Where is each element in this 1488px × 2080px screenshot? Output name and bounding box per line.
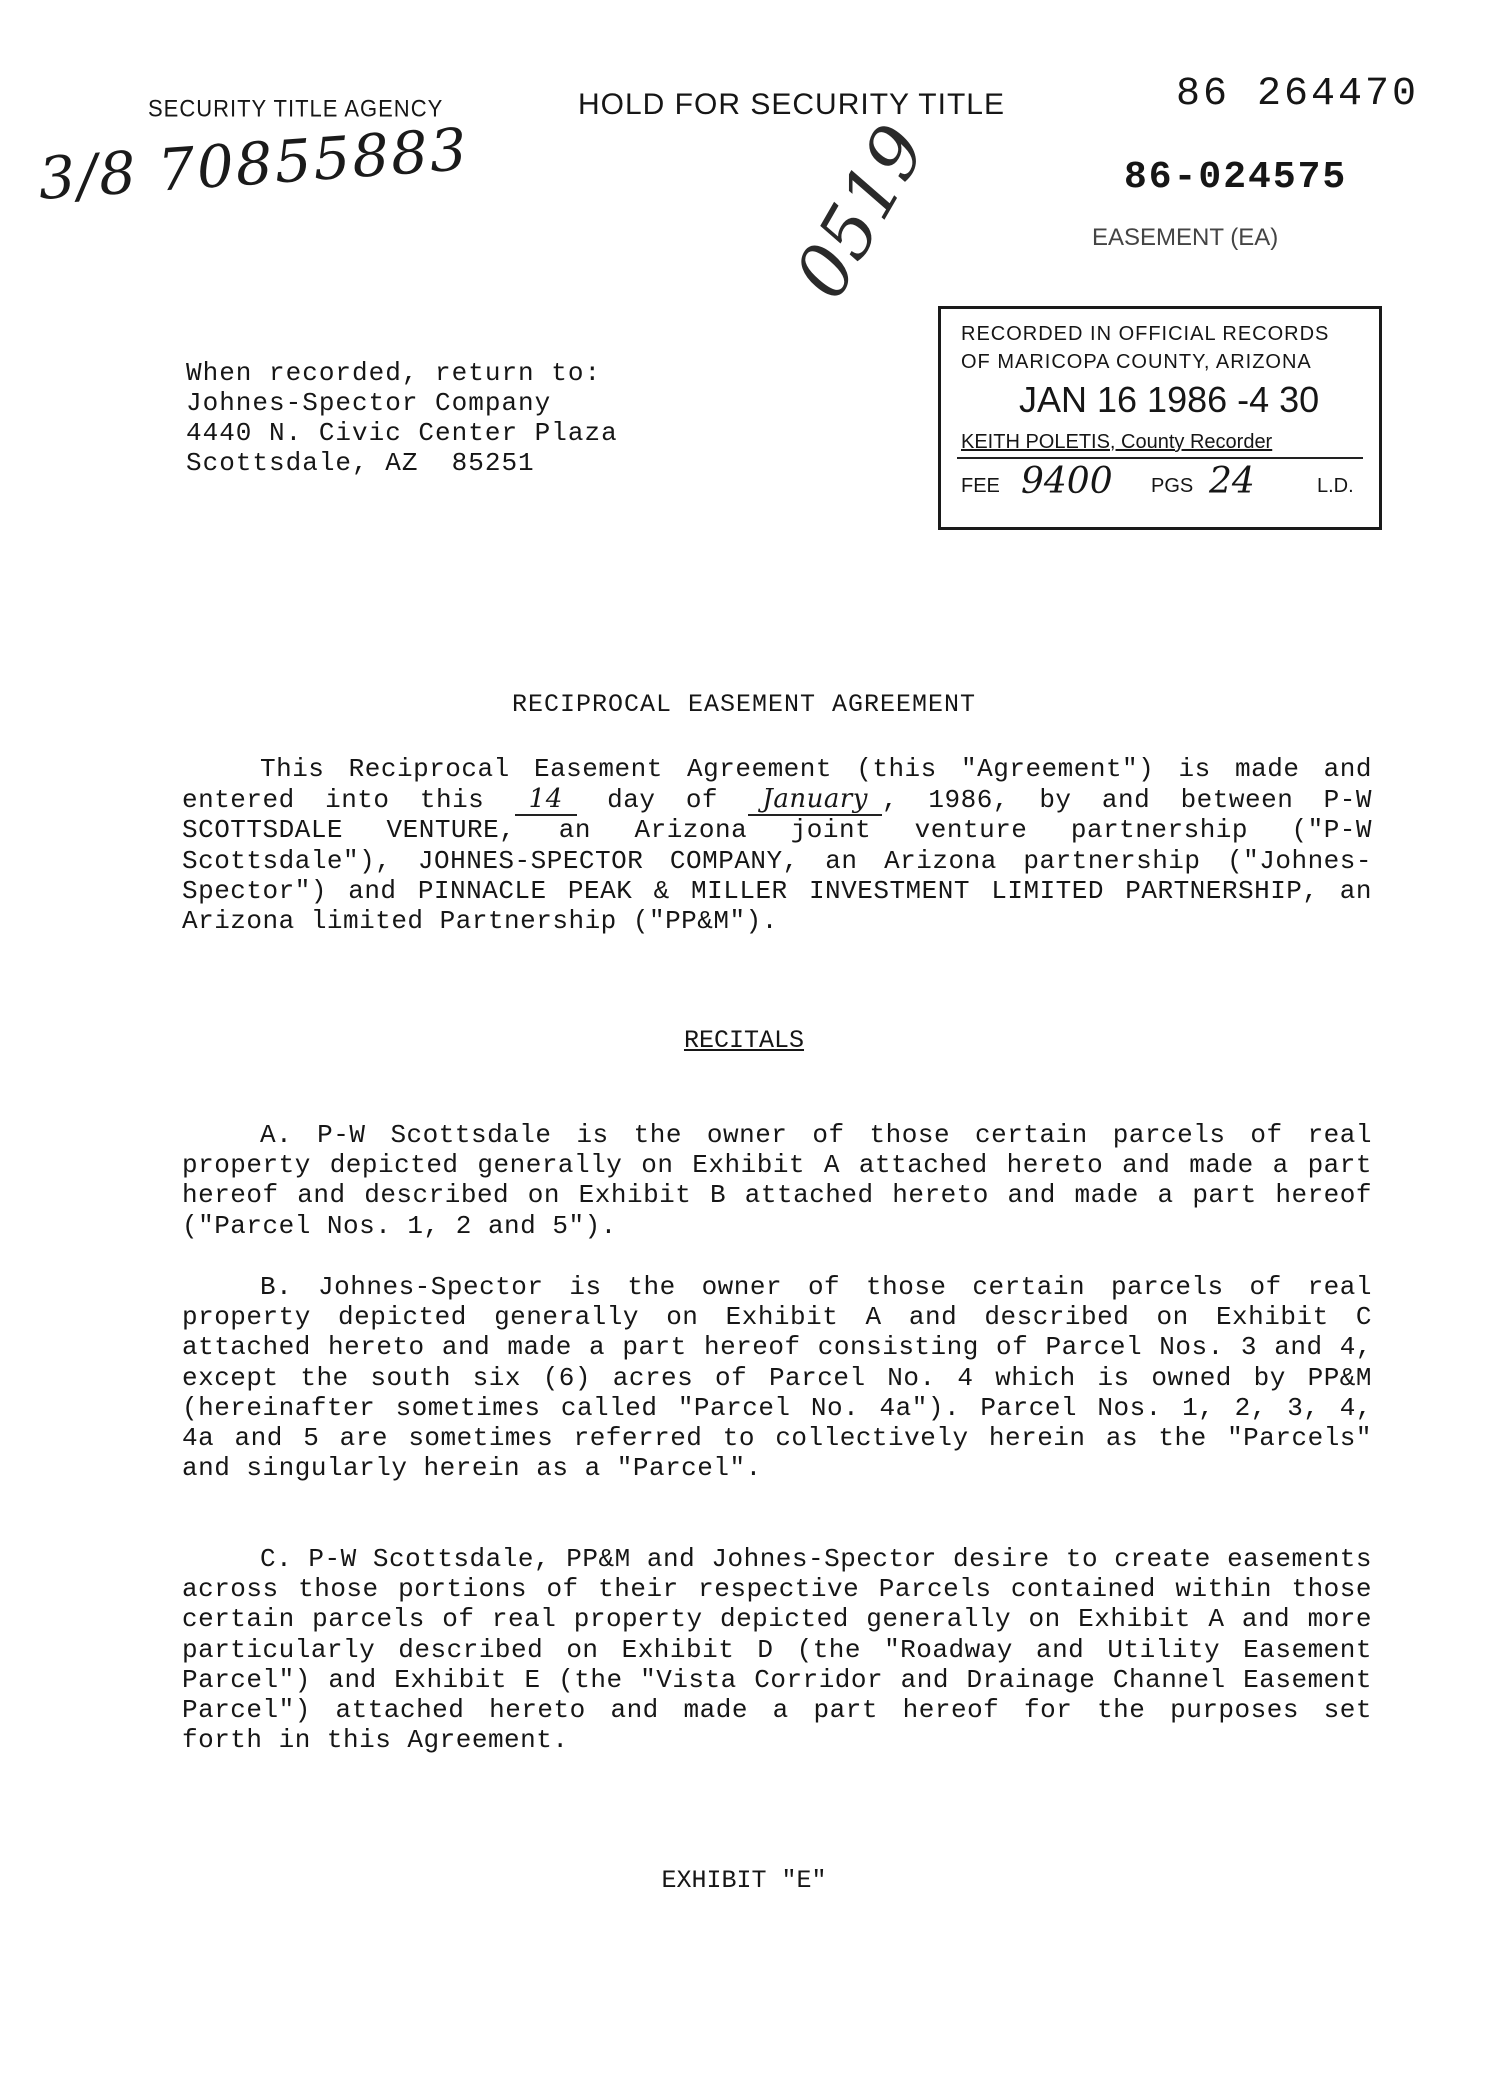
document-type: EASEMENT (EA)	[1092, 224, 1279, 251]
return-line-1: When recorded, return to:	[186, 358, 602, 388]
document-number-primary: 86 264470	[1176, 72, 1420, 117]
intro-month: January	[748, 784, 882, 816]
fee-value: 9400	[1021, 461, 1113, 502]
intro-day: 14	[515, 784, 577, 816]
intro-paragraph	[182, 754, 1372, 936]
handwritten-initials: 0519	[778, 111, 943, 312]
recitals-heading: RECITALS	[683, 1026, 805, 1055]
return-line-2: Johnes-Spector Company	[186, 388, 552, 418]
ld-label: L.D.	[1317, 475, 1354, 497]
stamp-divider	[957, 457, 1363, 459]
agency-header: SECURITY TITLE AGENCY	[148, 94, 444, 123]
recording-stamp	[938, 306, 1382, 530]
intro-part-3: , 1986, by and between P-W SCOTTSDALE VENTURE, an Arizona joint venture partnership ("P-W Scottsdale"), JOHNES-SPECTOR COMPANY, an Arizona partnership ("Johnes-Spector") and PINNACLE PEAK & MILLER INVESTMENT LIMITED PARTNERSHIP, an Arizona limited Partnership ("PP&M").	[182, 785, 1372, 937]
return-line-4: Scottsdale, AZ 85251	[186, 448, 535, 478]
exhibit-label: EXHIBIT "E"	[661, 1866, 827, 1895]
recital-c: C. P-W Scottsdale, PP&M and Johnes-Spector desire to create easements across those portions of their respective Parcels contained within those certain parcels of real property depicted generally on Exhibit A and more particularly described on Exhibit D (the "Roadway and Utility Easement Parcel") and Exhibit E (the "Vista Corridor and Drainage Channel Easement Parcel") attached hereto and made a part hereof for the purposes set forth in this Agreement.	[182, 1544, 1372, 1756]
fee-label: FEE	[961, 475, 1000, 497]
stamp-line-1: RECORDED IN OFFICIAL RECORDS	[961, 323, 1330, 345]
intro-part-1: This Reciprocal Easement Agreement (this "Agreement") is made and entered into this	[182, 754, 1372, 816]
recital-a: A. P-W Scottsdale is the owner of those certain parcels of real property depicted generally on Exhibit A attached hereto and made a part hereof and described on Exhibit B attached hereto and made a part hereof ("Parcel Nos. 1, 2 and 5").	[182, 1120, 1372, 1241]
document-title: RECIPROCAL EASEMENT AGREEMENT	[511, 690, 977, 719]
stamp-date: JAN 16 1986 -4 30	[1019, 379, 1320, 420]
handwritten-reference: 3/8 70855883	[36, 115, 471, 213]
stamp-recorder: KEITH POLETIS, County Recorder	[961, 431, 1273, 453]
stamp-line-2: OF MARICOPA COUNTY, ARIZONA	[961, 351, 1312, 373]
intro-part-2: day of	[607, 785, 719, 816]
pgs-label: PGS	[1151, 475, 1194, 497]
document-number-secondary: 86-024575	[1124, 156, 1348, 199]
pgs-value: 24	[1209, 461, 1255, 502]
hold-note: HOLD FOR SECURITY TITLE	[578, 88, 1005, 121]
return-line-3: 4440 N. Civic Center Plaza	[186, 418, 618, 448]
recital-b: B. Johnes-Spector is the owner of those certain parcels of real property depicted generally on Exhibit A and described on Exhibit C attached hereto and made a part hereof consisting of Parcel Nos. 3 and 4, except the south six (6) acres of Parcel No. 4 which is owned by PP&M (hereinafter sometimes called "Parcel No. 4a"). Parcel Nos. 1, 2, 3, 4, 4a and 5 are sometimes referred to collectively herein as the "Parcels" and singularly herein as a "Parcel".	[182, 1272, 1372, 1484]
return-address	[186, 358, 618, 478]
